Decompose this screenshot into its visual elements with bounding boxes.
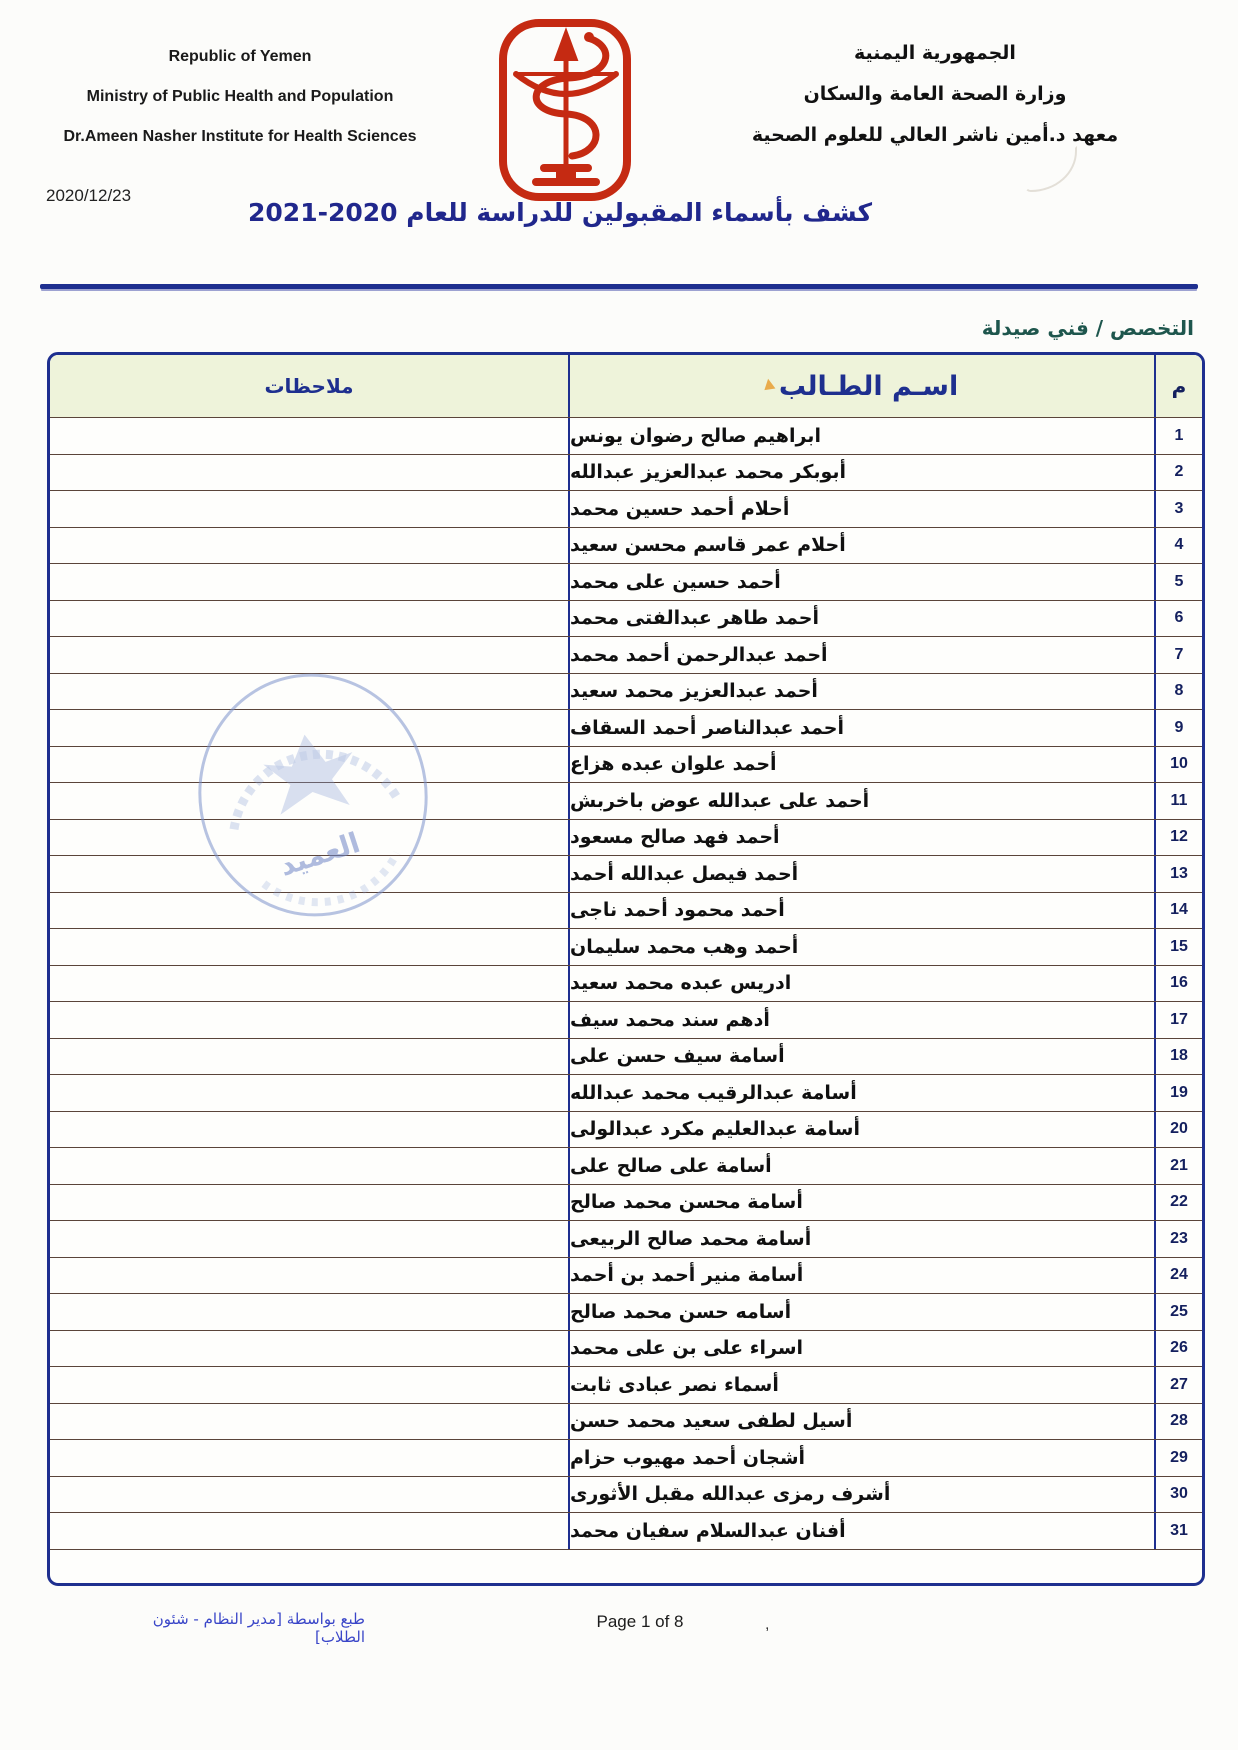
row-number-cell: 7 (1174, 645, 1184, 663)
student-name-cell: أحمد عبدالناصر أحمد السقاف (568, 710, 1156, 746)
row-number-cell: 16 (1170, 974, 1188, 992)
table-row (50, 527, 1202, 564)
scan-artifact-comma: , (765, 1616, 770, 1633)
student-name-cell: أحمد محمود أحمد ناجى (568, 893, 1156, 929)
student-name-cell: أحمد طاهر عبدالفتى محمد (568, 601, 1156, 637)
student-name-cell: أحلام أحمد حسين محمد (568, 491, 1156, 527)
student-name-cell: أدهم سند محمد سيف (568, 1002, 1156, 1038)
student-rows (50, 417, 1202, 1549)
student-name-header-label: اسـم الطـالب (778, 370, 959, 402)
print-date: 2020/12/23 (46, 186, 132, 205)
table-row (50, 1330, 1202, 1367)
column-header-notes: ملاحظات (264, 374, 354, 398)
table-row (50, 490, 1202, 527)
row-number-cell: 27 (1170, 1375, 1188, 1393)
row-number-cell: 5 (1174, 572, 1184, 590)
table-row (50, 1111, 1202, 1148)
row-number-cell: 29 (1170, 1448, 1188, 1466)
table-row (50, 1184, 1202, 1221)
student-name-cell: أحمد حسين على محمد (568, 564, 1156, 600)
empty-row (50, 1549, 1202, 1583)
column-header-index: م (1171, 374, 1187, 398)
title-divider (40, 284, 1198, 289)
row-number-cell: 17 (1170, 1010, 1188, 1028)
notes-cell (50, 1185, 568, 1221)
notes-cell (50, 1477, 568, 1513)
notes-cell (50, 1258, 568, 1294)
table-row (50, 1366, 1202, 1403)
country-name-ar: الجمهورية اليمنية (854, 42, 1016, 64)
table-row (50, 454, 1202, 491)
table-header-row (50, 355, 1202, 417)
student-name-cell: أحمد على عبدالله عوض باخربش (568, 783, 1156, 819)
row-number-cell: 4 (1174, 536, 1184, 554)
notes-cell (50, 1002, 568, 1038)
row-number-cell: 13 (1170, 864, 1188, 882)
notes-cell (50, 455, 568, 491)
notes-cell (50, 418, 568, 454)
notes-cell (50, 1440, 568, 1476)
student-name-cell: أسماء نصر عبادى ثابت (568, 1367, 1156, 1403)
student-name-cell: أسامة منير أحمد بن أحمد (568, 1258, 1156, 1294)
notes-cell (50, 1513, 568, 1549)
table-row (50, 600, 1202, 637)
student-name-cell: اسراء على بن على محمد (568, 1331, 1156, 1367)
orange-cursor-icon (764, 379, 777, 394)
notes-cell (50, 564, 568, 600)
scan-artifact-curve (1025, 146, 1077, 192)
notes-cell (50, 1148, 568, 1184)
student-name-cell: أسامة عبدالعليم مكرد عبدالولى (568, 1112, 1156, 1148)
row-number-cell: 1 (1174, 426, 1184, 444)
row-number-cell: 31 (1170, 1521, 1188, 1539)
table-row (50, 1439, 1202, 1476)
table-row (50, 1476, 1202, 1513)
ministry-name-en: Ministry of Public Health and Population (86, 88, 394, 105)
row-number-cell: 20 (1170, 1120, 1188, 1138)
row-number-cell: 6 (1174, 609, 1184, 627)
row-number-cell: 9 (1174, 718, 1184, 736)
table-row (50, 1074, 1202, 1111)
notes-cell (50, 601, 568, 637)
student-name-cell: أبوبكر محمد عبدالعزيز عبدالله (568, 455, 1156, 491)
table-row (50, 1220, 1202, 1257)
row-number-cell: 12 (1170, 828, 1188, 846)
row-number-cell: 30 (1170, 1485, 1188, 1503)
notes-cell (50, 528, 568, 564)
institute-name-ar: معهد د.أمين ناشر العالي للعلوم الصحية (751, 124, 1119, 146)
specialty-label: التخصص / فني صيدلة (981, 316, 1194, 340)
institute-emblem-icon (492, 16, 642, 206)
notes-cell (50, 1294, 568, 1330)
table-row (50, 636, 1202, 673)
notes-cell (50, 1039, 568, 1075)
student-name-cell: أفنان عبدالسلام سفيان محمد (568, 1513, 1156, 1549)
row-number-cell: 26 (1170, 1339, 1188, 1357)
student-name-cell: أسامة عبدالرقيب محمد عبدالله (568, 1075, 1156, 1111)
letterhead-arabic (700, 42, 1170, 165)
page-title: كشف بأسماء المقبولين للدراسة للعام 2020-2021 (248, 198, 872, 227)
student-name-cell: أسامة محسن محمد صالح (568, 1185, 1156, 1221)
notes-cell (50, 1404, 568, 1440)
notes-cell (50, 1112, 568, 1148)
row-number-cell: 3 (1174, 499, 1184, 517)
page-number: Page 1 of 8 (596, 1612, 684, 1631)
institute-name-en: Dr.Ameen Nasher Institute for Health Sciences (63, 128, 417, 145)
country-name-en: Republic of Yemen (168, 48, 312, 65)
student-name-cell: أسامة على صالح على (568, 1148, 1156, 1184)
row-number-cell: 18 (1170, 1047, 1188, 1065)
student-name-cell: أحمد فيصل عبدالله أحمد (568, 856, 1156, 892)
students-table (47, 352, 1205, 1586)
notes-cell (50, 1331, 568, 1367)
notes-cell (50, 929, 568, 965)
student-name-cell: أشجان أحمد مهيوب حزام (568, 1440, 1156, 1476)
row-number-cell: 15 (1170, 937, 1188, 955)
stamp-center-text: العميد (275, 825, 364, 883)
table-row (50, 563, 1202, 600)
row-number-cell: 21 (1170, 1156, 1188, 1174)
row-number-cell: 22 (1170, 1193, 1188, 1211)
row-number-cell: 28 (1170, 1412, 1188, 1430)
student-name-cell: أسيل لطفى سعيد محمد حسن (568, 1404, 1156, 1440)
row-number-cell: 11 (1170, 791, 1188, 809)
student-name-cell: أحمد عبدالرحمن أحمد محمد (568, 637, 1156, 673)
row-number-cell: 19 (1170, 1083, 1188, 1101)
ministry-name-ar: وزارة الصحة العامة والسكان (803, 83, 1067, 105)
official-stamp (176, 652, 451, 937)
student-name-cell: أحمد وهب محمد سليمان (568, 929, 1156, 965)
table-row (50, 1512, 1202, 1549)
row-number-cell: 2 (1174, 463, 1184, 481)
notes-cell (50, 491, 568, 527)
table-row (50, 1403, 1202, 1440)
letterhead-english (50, 48, 430, 168)
table-row (50, 1293, 1202, 1330)
table-row (50, 1257, 1202, 1294)
notes-cell (50, 1075, 568, 1111)
printed-by-note: طبع بواسطة [مدير النظام - شئون الطلاب] (152, 1610, 365, 1646)
student-name-cell: أحمد علوان عبده هزاع (568, 747, 1156, 783)
table-row (50, 1038, 1202, 1075)
student-name-cell: أشرف رمزى عبدالله مقبل الأثورى (568, 1477, 1156, 1513)
row-number-cell: 25 (1170, 1302, 1188, 1320)
row-number-cell: 8 (1174, 682, 1184, 700)
student-name-cell: أحمد فهد صالح مسعود (568, 820, 1156, 856)
table-row (50, 965, 1202, 1002)
student-name-cell: أحلام عمر قاسم محسن سعيد (568, 528, 1156, 564)
notes-cell (50, 1221, 568, 1257)
row-number-cell: 14 (1170, 901, 1188, 919)
student-name-cell: ادريس عبده محمد سعيد (568, 966, 1156, 1002)
student-name-cell: ابراهيم صالح رضوان يونس (568, 418, 1156, 454)
row-number-cell: 23 (1170, 1229, 1188, 1247)
row-number-cell: 24 (1170, 1266, 1188, 1284)
table-row (50, 1001, 1202, 1038)
table-row (50, 1147, 1202, 1184)
student-name-cell: أسامه حسن محمد صالح (568, 1294, 1156, 1330)
notes-cell (50, 1367, 568, 1403)
column-header-student-name (568, 355, 1156, 417)
row-number-cell: 10 (1170, 755, 1188, 773)
notes-cell (50, 966, 568, 1002)
student-name-cell: أسامة محمد صالح الربيعى (568, 1221, 1156, 1257)
table-row (50, 417, 1202, 454)
stamp-eagle-icon (260, 728, 360, 816)
student-name-cell: أحمد عبدالعزيز محمد سعيد (568, 674, 1156, 710)
student-name-cell: أسامة سيف حسن على (568, 1039, 1156, 1075)
